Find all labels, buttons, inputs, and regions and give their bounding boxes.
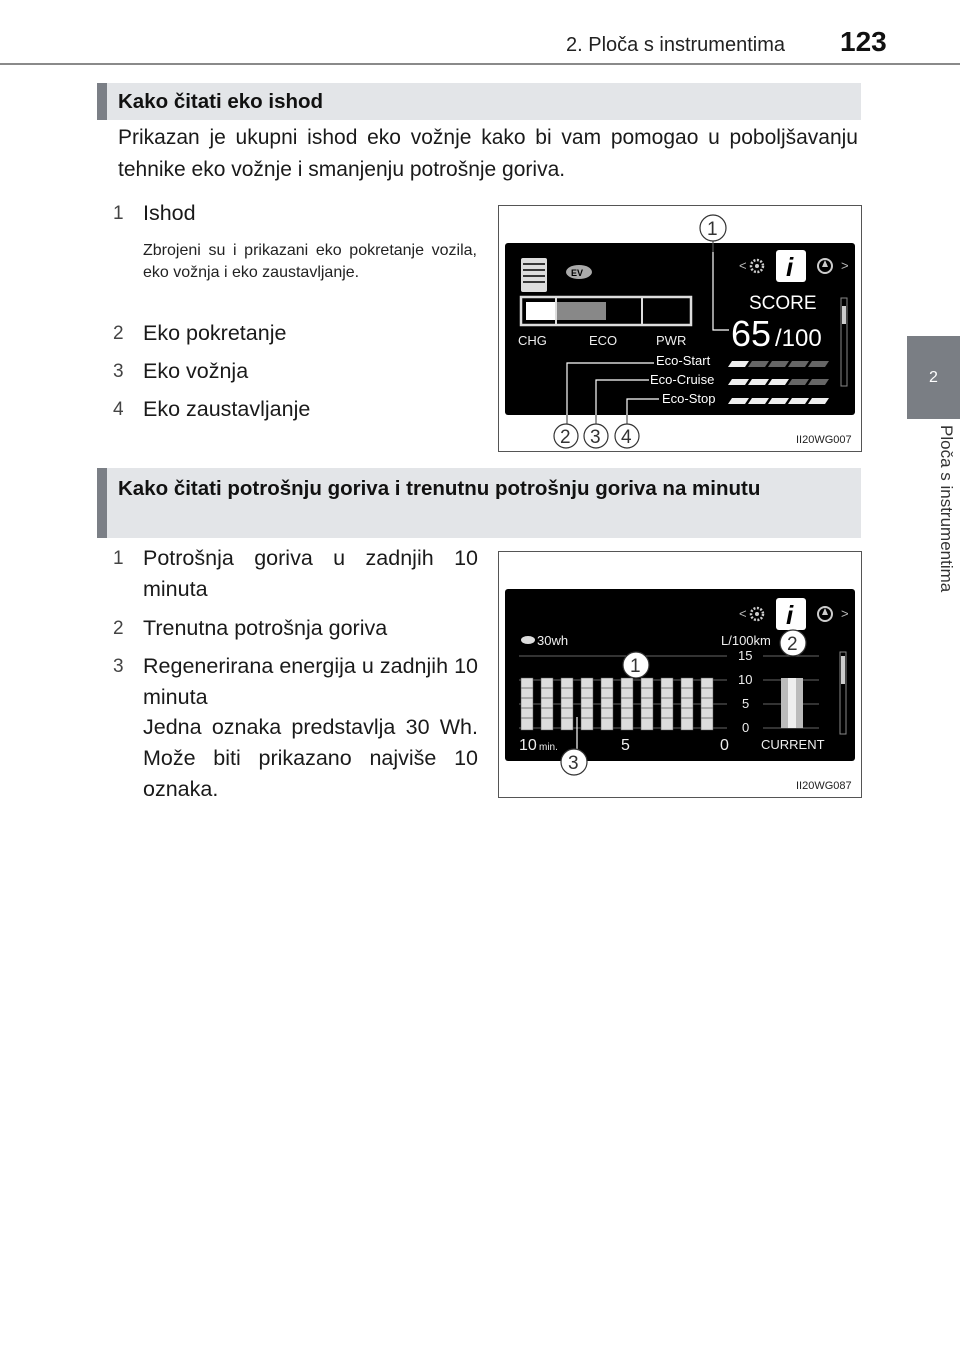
- row-label-eco-stop: Eco-Stop: [662, 391, 716, 406]
- item-label: Trenutna potrošnja goriva: [143, 616, 388, 640]
- bar-label-pwr: PWR: [656, 333, 687, 348]
- svg-text:EV: EV: [571, 268, 584, 278]
- svg-text:4: 4: [621, 427, 632, 448]
- item-note: Jedna oznaka predstavlja 30 Wh. Može biti prikazano najviše 10 oznaka.: [143, 715, 478, 801]
- running-header-title: 2. Ploča s instrumentima: [566, 34, 785, 56]
- x-label-5: 5: [621, 737, 630, 754]
- item-number: 1: [113, 548, 124, 569]
- callout-1: [700, 215, 726, 241]
- compass-icon: [818, 607, 832, 621]
- eco-start-segments: [728, 361, 829, 367]
- bar-label-eco: ECO: [589, 333, 618, 348]
- score-value: 65: [731, 313, 772, 354]
- side-tab-label: Ploča s instrumentima: [937, 425, 956, 593]
- x-label-0: 0: [720, 737, 729, 754]
- svg-text:3: 3: [590, 427, 601, 448]
- item-number: 4: [113, 399, 124, 420]
- score-label: SCORE: [749, 293, 817, 314]
- item-number: 1: [113, 203, 124, 224]
- fuel-unit-label: L/100km: [721, 633, 771, 648]
- item-label: Ishod: [143, 201, 196, 225]
- header-rule: [0, 63, 960, 65]
- chevron-right-icon: >: [841, 606, 849, 621]
- bar-label-chg: CHG: [518, 333, 547, 348]
- section-heading-eco-score: Kako čitati eko ishod: [97, 83, 861, 120]
- x-label-min: min.: [539, 742, 558, 753]
- gear-icon: [751, 260, 763, 272]
- svg-text:2: 2: [787, 634, 798, 655]
- y-tick-10: 10: [738, 672, 753, 687]
- item-number: 3: [113, 656, 124, 677]
- page-number: 123: [840, 26, 887, 57]
- callout-2: [554, 424, 578, 448]
- item-label: Eko vožnja: [143, 359, 249, 383]
- row-label-eco-cruise: Eco-Cruise: [650, 372, 715, 387]
- info-icon-glyph: i: [786, 600, 794, 630]
- gear-icon: [751, 608, 763, 620]
- y-tick-15: 15: [738, 648, 753, 663]
- figure-eco-score: [498, 205, 862, 452]
- row-label-eco-start: Eco-Start: [656, 353, 711, 368]
- x-label-10: 10: [519, 737, 537, 754]
- chevron-left-icon: <: [739, 606, 747, 621]
- svg-text:2: 2: [560, 427, 571, 448]
- battery-icon: [521, 258, 547, 292]
- y-tick-0: 0: [742, 720, 750, 735]
- svg-text:1: 1: [707, 219, 718, 240]
- callout-3: [584, 424, 608, 448]
- car-icon: [521, 636, 535, 644]
- item-number: 2: [113, 323, 124, 344]
- eco-stop-segments: [728, 398, 829, 404]
- info-icon-glyph: i: [786, 252, 794, 282]
- callout-2: [780, 630, 806, 656]
- score-max: /100: [775, 325, 822, 352]
- item-label: Eko zaustavljanje: [143, 397, 311, 421]
- section-heading-fuel-consumption: Kako čitati potrošnju goriva i trenutnu potrošnju goriva na minutu: [97, 468, 861, 538]
- side-tab-number: 2: [907, 336, 960, 419]
- section-intro: Prikazan je ukupni ishod eko vožnje kako bi vam pomogao u poboljšavanju tehnike eko vožnje i smanjenju potrošnje goriva.: [118, 126, 858, 181]
- chevron-left-icon: <: [739, 258, 747, 273]
- callout-4: [615, 424, 639, 448]
- callout-1: [623, 652, 649, 678]
- item-note: Zbrojeni su i prikazani eko pokretanje vozila, eko vožnja i eko zaustavljanje.: [143, 242, 477, 281]
- figure-code: II20WG087: [796, 780, 852, 792]
- fuel-consumption-display: [499, 552, 863, 799]
- compass-icon: [818, 259, 832, 273]
- item-label: Regenerirana energija u zadnjih 10 minuta: [143, 654, 478, 709]
- item-number: 2: [113, 618, 124, 639]
- current-label: CURRENT: [761, 737, 825, 752]
- item-number: 3: [113, 361, 124, 382]
- y-tick-5: 5: [742, 696, 750, 711]
- eco-cruise-segments: [728, 379, 829, 385]
- figure-fuel-consumption: [498, 551, 862, 798]
- item-label: Potrošnja goriva u zadnjih 10 minuta: [143, 546, 478, 601]
- item-label: Eko pokretanje: [143, 321, 287, 345]
- figure-code: II20WG007: [796, 434, 852, 446]
- svg-text:1: 1: [630, 656, 641, 677]
- energy-unit-label: 30wh: [537, 633, 569, 648]
- svg-text:3: 3: [568, 753, 579, 774]
- eco-score-display: [499, 206, 863, 453]
- chevron-right-icon: >: [841, 258, 849, 273]
- callout-3: [561, 749, 587, 775]
